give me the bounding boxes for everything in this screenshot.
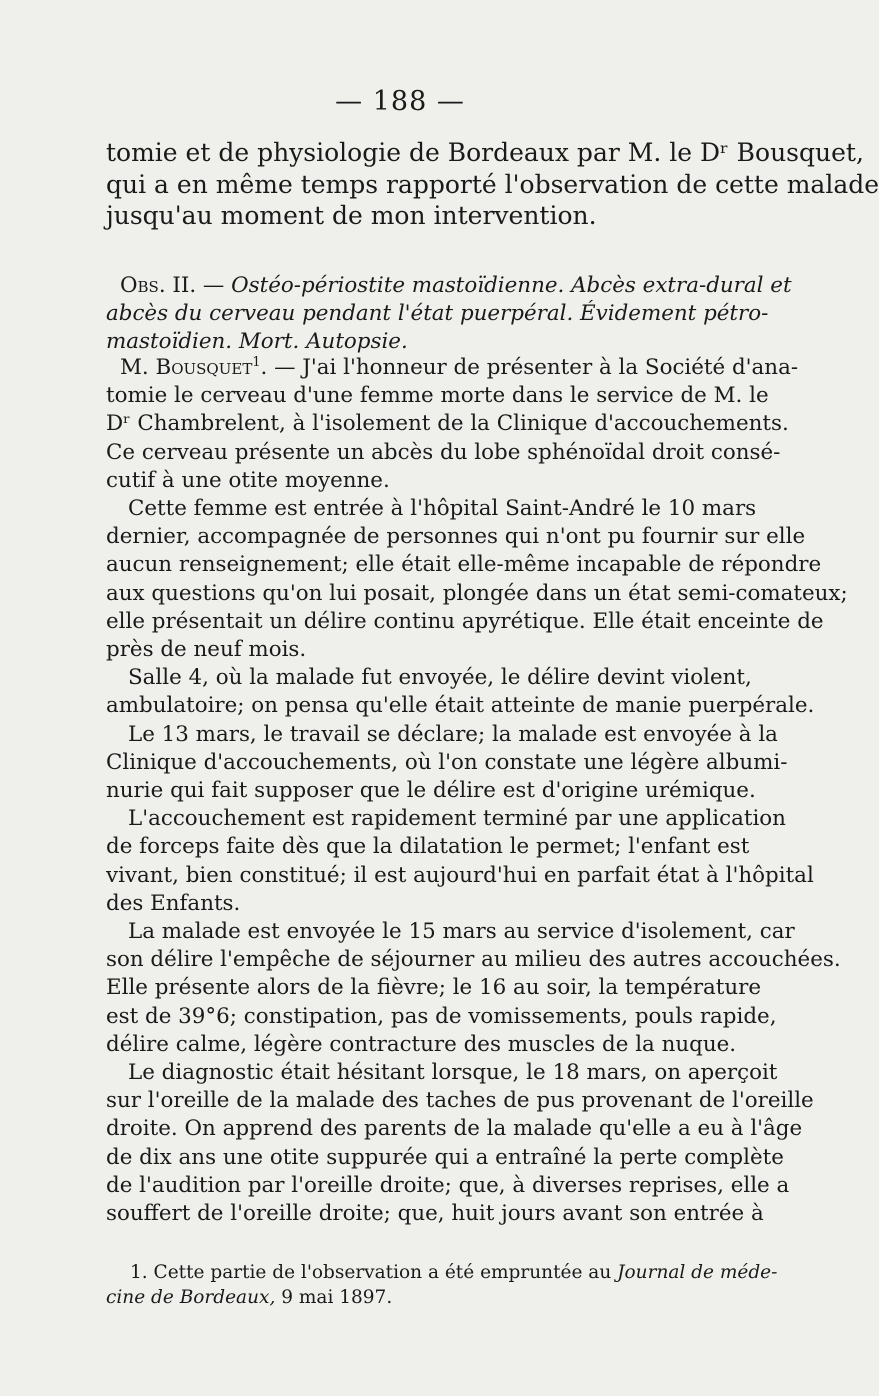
text-line: cutif à une otite moyenne. [106,467,390,493]
text-line: M. Bousquet$^1$. — J'ai l'honneur de présenter à la Société d'ana- [120,354,799,380]
text-line: Le 13 mars, le travail se déclare; la malade est envoyée à la [128,721,778,747]
observation-body [106,354,848,1228]
text-line: aucun renseignement; elle était elle-même incapable de répondre [106,552,822,578]
lead-paragraph [106,137,879,232]
text-line: vivant, bien constitué; il est aujourd'hui en parfait état à l'hôpital [106,862,814,888]
text-line: Cette femme est entrée à l'hôpital Saint-André le 10 mars [128,496,757,522]
text-line: des Enfants. [106,890,241,916]
text-line: Dʳ Chambrelent, à l'isolement de la Clinique d'accouchements. [106,411,789,437]
text-line: droite. On apprend des parents de la malade qu'elle a eu à l'âge [106,1116,803,1142]
text-line: elle présentait un délire continu apyrétique. Elle était enceinte de [106,608,824,634]
text-line: de forceps faite dès que la dilatation le permet; l'enfant est [106,834,750,860]
text-line: jusqu'au moment de mon intervention. [106,201,597,230]
observation-title-line: abcès du cerveau pendant l'état puerpéral. Évidement pétro- [106,301,769,327]
text-line: délire calme, légère contracture des muscles de la nuque. [106,1031,737,1057]
text-line: Elle présente alors de la fièvre; le 16 au soir, la température [106,975,762,1001]
observation-title-line: Obs. II. — Ostéo-périostite mastoïdienne. Abcès extra-dural et [120,273,792,298]
text-line: de dix ans une otite suppurée qui a entraîné la perte complète [106,1144,784,1170]
text-line: ambulatoire; on pensa qu'elle était atteinte de manie puerpérale. [106,693,815,719]
observation-heading [106,272,792,357]
text-line: son délire l'empêche de séjourner au milieu des autres accouchées. [106,947,841,973]
text-line: nurie qui fait supposer que le délire est d'origine urémique. [106,778,756,804]
text-line: L'accouchement est rapidement terminé par une application [128,806,786,832]
text-line: près de neuf mois. [106,637,307,663]
text-line: Salle 4, où la malade fut envoyée, le délire devint violent, [128,665,752,691]
text-line: est de 39°6; constipation, pas de vomissements, pouls rapide, [106,1003,777,1029]
text-line: aux questions qu'on lui posait, plongée dans un état semi-comateux; [106,580,848,606]
text-line: de l'audition par l'oreille droite; que, à diverses reprises, elle a [106,1172,790,1198]
footnote-marker: 1 [252,354,261,370]
page-number: — 188 — [335,86,465,117]
footnote-number: 1. [130,1262,148,1283]
text-line: Clinique d'accouchements, où l'on constate une légère albumi- [106,749,788,775]
text-line: La malade est envoyée le 15 mars au service d'isolement, car [128,919,795,945]
observation-label: Obs. II. — [120,273,225,298]
speaker-name: M. Bousquet [120,355,253,380]
footnote-line: 1. Cette partie de l'observation a été empruntée au Journal de méde- [130,1262,778,1283]
text-line: tomie et de physiologie de Bordeaux par M. le Dʳ Bousquet, [106,138,864,167]
text-line: tomie le cerveau d'une femme morte dans le service de M. le [106,383,769,409]
observation-title-line: mastoïdien. Mort. Autopsie. [106,329,408,355]
text-line: Ce cerveau présente un abcès du lobe sphénoïdal droit consé- [106,439,781,465]
text-line: dernier, accompagnée de personnes qui n'ont pu fournir sur elle [106,524,806,550]
text-line: qui a en même temps rapporté l'observation de cette malade [106,169,879,199]
text-line: sur l'oreille de la malade des taches de pus provenant de l'oreille [106,1088,814,1114]
text-line: Le diagnostic était hésitant lorsque, le 18 mars, on aperçoit [128,1060,778,1086]
text-line: souffert de l'oreille droite; que, huit jours avant son entrée à [106,1201,764,1227]
footnote-line: cine de Bordeaux, 9 mai 1897. [106,1286,393,1308]
footnote [106,1261,778,1310]
